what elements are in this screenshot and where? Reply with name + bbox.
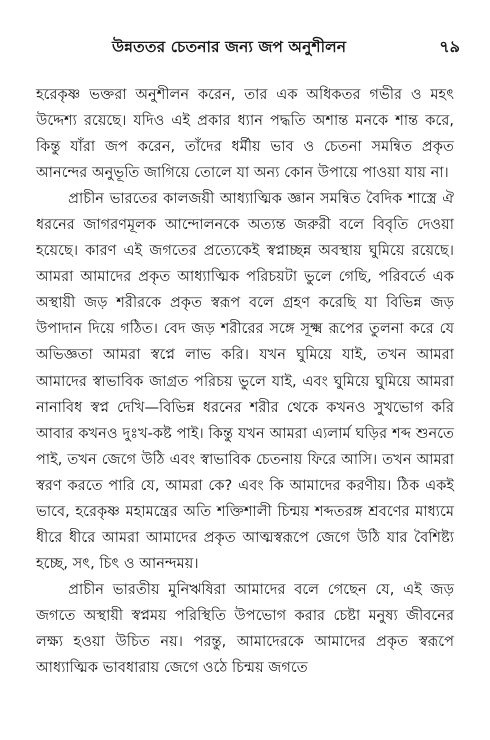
paragraph-2: প্রাচীন ভারতের কালজয়ী আধ্যাত্মিক জ্ঞান সমন্বিত বৈদিক শাস্ত্রে ঐ ধরনের জাগরণমূলক আন্দোলনকে অত্যন্ত জরুরী বলে বিবৃতি দেওয়া হয়েছে। কারণ এই জগতের প্রত্যেকেই স্বপ্নাচ্ছন্ন অবস্থায় ঘুমিয়ে রয়েছে। আমরা আমাদের প্রকৃত আধ্যাত্মিক পরিচয়টা ভুলে গেছি, পরিবর্তে এক অস্থায়ী জড় শরীরকে প্রকৃত স্বরূপ বলে গ্রহণ করেছি যা বিভিন্ন জড় উপাদান দিয়ে গঠিত। বেদ জড় শরীরের সঙ্গে সূক্ষ্ম রূপের তুলনা করে যে অভিজ্ঞতা আমরা স্বপ্নে লাভ করি। যখন ঘুমিয়ে যাই, তখন আমরা আমাদের স্বাভাবিক জাগ্রত পরিচয় ভুলে যাই, এবং ঘুমিয়ে ঘুমিয়ে আমরা নানাবিধ স্বপ্ন দেখি—বিভিন্ন ধরনের শরীর থেকে কখনও সুখভোগ করি আবার কখনও দুঃখ-কষ্ট পাই। কিন্তু যখন আমরা এ্যলার্ম ঘড়ির শব্দ শুনতে পাই, তখন জেগে উঠি এবং স্বাভাবিক চেতনায় ফিরে আসি। তখন আমরা স্বরণ করতে পারি যে, আমরা কে? এবং কি আমাদের করণীয়। ঠিক একই ভাবে, হরেকৃষ্ণ মহামন্ত্রের অতি শক্তিশালী চিন্ময় শব্দতরঙ্গ শ্রবণের মাধ্যমে ধীরে ধীরে আমরা আমাদের প্রকৃত আত্মস্বরূপে জেগে উঠি যার বৈশিষ্ট্য হচ্ছে, সৎ, চিৎ ও আনন্দময়।: [36, 190, 454, 572]
paragraph-1: হরেকৃষ্ণ ভক্তরা অনুশীলন করেন, তার এক অধিকতর গভীর ও মহৎ উদ্দেশ্য রয়েছে। যদিও এই প্রকার ধ্যান পদ্ধতি অশান্ত মনকে শান্ত করে, কিন্তু যাঁরা জপ করেন, তাঁদের ধর্মীয় ভাব ও চেতনা সমন্বিত প্রকৃত আনন্দের অনুভূতি জাগিয়ে তোলে যা অন্য কোন উপায়ে পাওয়া যায় না।: [36, 86, 454, 182]
page-number: ৭৯: [439, 37, 460, 56]
page-header: [112, 34, 460, 61]
paragraph-3: প্রাচীন ভারতীয় মুনিঋষিরা আমাদের বলে গেছেন যে, এই জড় জগতে অস্থায়ী স্বপ্নময় পরিস্থিতি উপভোগ করার চেষ্টা মনুষ্য জীবনের লক্ষ্য হওয়া উচিত নয়। পরন্তু, আমাদেরকে আমাদের প্রকৃত স্বরূপে আধ্যাত্মিক ভাবধারায় জেগে ওঠে চিন্ময় জগতে: [36, 580, 454, 677]
page-body: [36, 82, 454, 681]
running-title: উন্নততর চেতনার জন্য জপ অনুশীলন: [112, 38, 347, 56]
